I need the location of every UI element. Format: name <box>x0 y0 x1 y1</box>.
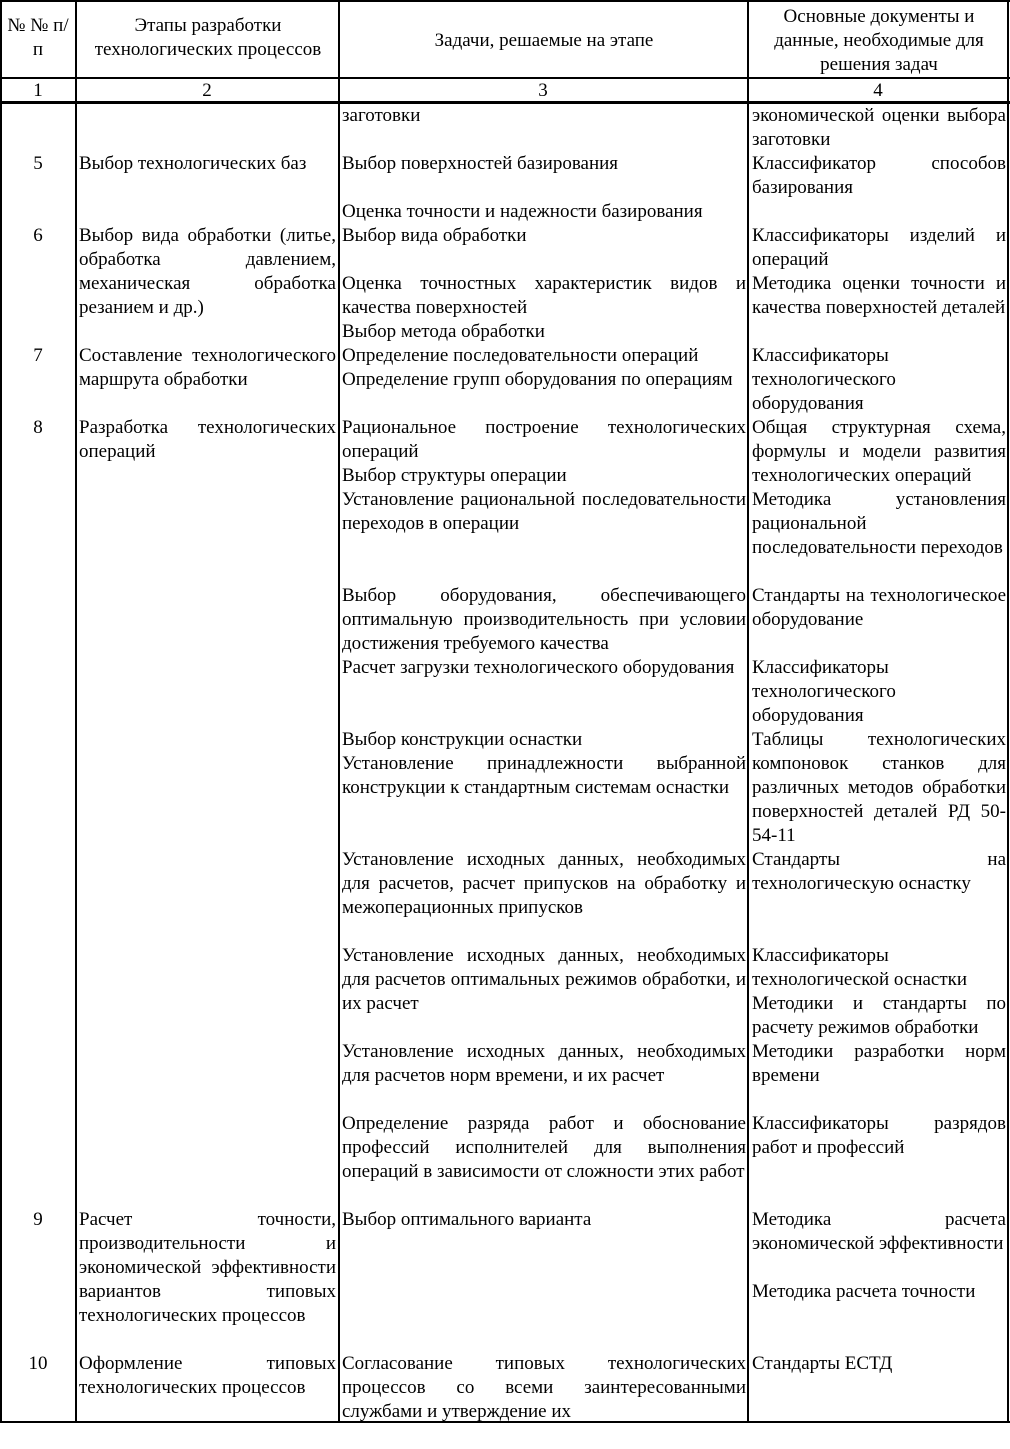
document-cell: Методика установления рациональной последовательности переходов <box>752 489 1006 558</box>
document-cell: экономической оценки выбора заготовки <box>752 105 1006 150</box>
document-cell: Таблицы технологических компоновок станков для различных методов обработки поверхностей деталей РД 50-54-11 <box>752 729 1006 846</box>
task-cell: Установление рациональной последовательности переходов в операции <box>342 489 746 534</box>
document-cell: Общая структурная схема, формулы и модели развития технологических операций <box>752 417 1006 486</box>
document-cell: Классификаторы технологического оборудования <box>752 345 896 414</box>
header-stages: Этапы разработки технологических процессов <box>94 15 322 60</box>
header-documents: Основные документы и данные, необходимые для решения задач <box>774 6 984 75</box>
document-cell: Методика расчета экономической эффективности <box>752 1209 1006 1254</box>
stage-cell: Разработка технологических операций <box>79 417 336 462</box>
header-number: № № п/п <box>7 15 69 60</box>
column-number-4: 4 <box>873 80 883 101</box>
stage-cell: Выбор технологических баз <box>79 153 307 174</box>
document-cell: Классификаторы технологической оснастки <box>752 945 968 990</box>
row-number: 5 <box>33 153 43 174</box>
col-border-right <box>1007 0 1009 1423</box>
task-cell: Определение последовательности операций <box>342 345 699 366</box>
row-number: 8 <box>33 417 43 438</box>
column-number-1: 1 <box>33 80 43 101</box>
task-cell: Выбор метода обработки <box>342 321 545 342</box>
column-number-3: 3 <box>538 80 548 101</box>
column-number-2: 2 <box>202 80 212 101</box>
document-cell: Классификаторы изделий и операций <box>752 225 1006 270</box>
col-border-2-3 <box>338 0 340 1423</box>
document-cell: Классификаторы технологического оборудования <box>752 657 896 726</box>
header-tasks: Задачи, решаемые на этапе <box>434 30 654 51</box>
document-cell: Методики и стандарты по расчету режимов обработки <box>752 993 1006 1038</box>
task-cell: Согласование типовых технологических процессов со всеми заинтересованными службами и утверждение их <box>342 1353 746 1422</box>
task-cell: Выбор вида обработки <box>342 225 527 246</box>
task-cell: Выбор оборудования, обеспечивающего оптимальную производительность при условии достижения требуемого качества <box>342 585 746 654</box>
task-cell: заготовки <box>342 105 421 126</box>
task-cell: Определение разряда работ и обоснование профессий исполнителей для выполнения операций в зависимости от сложности этих работ <box>342 1113 746 1182</box>
task-cell: Определение групп оборудования по операциям <box>342 369 733 390</box>
stage-cell: Оформление типовых технологических процессов <box>79 1353 336 1398</box>
col-border-1-2 <box>75 0 77 1423</box>
document-cell: Методика расчета точности <box>752 1281 976 1302</box>
stage-cell: Расчет точности, производительности и экономической эффективности вариантов типовых технологических процессов <box>79 1209 336 1326</box>
task-cell: Установление исходных данных, необходимых для расчетов, расчет припусков на обработку и межоперационных припусков <box>342 849 746 918</box>
table-top-border <box>0 0 1010 2</box>
row-number: 9 <box>33 1209 43 1230</box>
task-cell: Установление исходных данных, необходимых для расчетов норм времени, и их расчет <box>342 1041 746 1086</box>
task-cell: Оценка точности и надежности базирования <box>342 201 703 222</box>
task-cell: Выбор оптимального варианта <box>342 1209 592 1230</box>
task-cell: Выбор структуры операции <box>342 465 567 486</box>
header-bottom-border <box>0 77 1010 79</box>
task-cell: Установление принадлежности выбранной конструкции к стандартным системам оснастки <box>342 753 746 798</box>
task-cell: Выбор конструкции оснастки <box>342 729 583 750</box>
document-cell: Методики разработки норм времени <box>752 1041 1006 1086</box>
stage-cell: Выбор вида обработки (литье, обработка давлением, механическая обработка резанием и др.) <box>79 225 336 318</box>
task-cell: Рациональное построение технологических операций <box>342 417 746 462</box>
row-number: 6 <box>33 225 43 246</box>
col-border-3-4 <box>747 0 749 1423</box>
task-cell: Выбор поверхностей базирования <box>342 153 619 174</box>
task-cell: Расчет загрузки технологического оборудования <box>342 657 735 678</box>
document-cell: Стандарты на технологическую оснастку <box>752 849 1006 894</box>
document-cell: Классификатор способов базирования <box>752 153 1006 198</box>
document-cell: Классификаторы разрядов работ и профессий <box>752 1113 1006 1158</box>
stage-cell: Составление технологического маршрута обработки <box>79 345 336 390</box>
document-cell: Стандарты ЕСТД <box>752 1353 893 1374</box>
task-cell: Установление исходных данных, необходимых для расчетов оптимальных режимов обработки, и их расчет <box>342 945 746 1014</box>
row-number: 10 <box>28 1353 48 1374</box>
document-cell: Стандарты на технологическое оборудование <box>752 585 1006 630</box>
row-number: 7 <box>33 345 43 366</box>
document-cell: Методика оценки точности и качества поверхностей деталей <box>752 273 1006 318</box>
task-cell: Оценка точностных характеристик видов и качества поверхностей <box>342 273 746 318</box>
